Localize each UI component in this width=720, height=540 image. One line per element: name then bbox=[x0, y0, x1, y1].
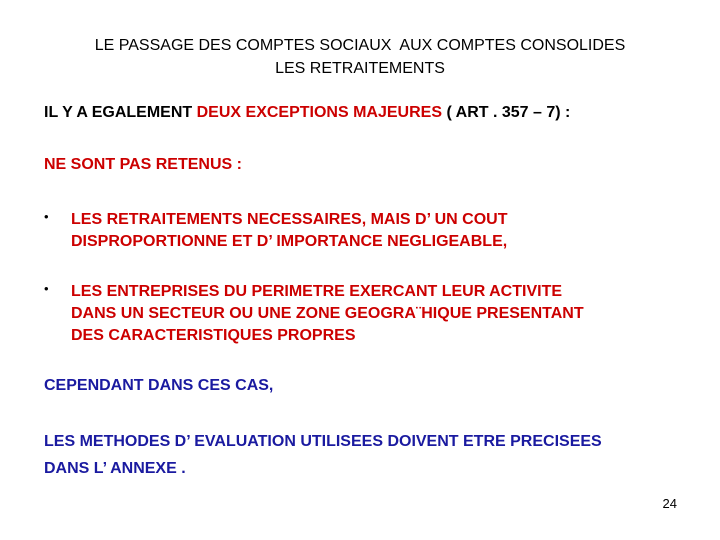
slide-title bbox=[0, 34, 720, 80]
cependant-text: CEPENDANT DANS CES CAS, bbox=[44, 377, 274, 394]
intro-line bbox=[44, 104, 570, 122]
intro-highlight: DEUX EXCEPTIONS MAJEURES bbox=[196, 104, 443, 121]
ne-sont-pas-retenus-heading: NE SONT PAS RETENUS : bbox=[44, 156, 242, 173]
bullet-line: DES CARACTERISTIQUES PROPRES bbox=[71, 327, 356, 344]
methodes-line-2: DANS L’ ANNEXE . bbox=[44, 460, 186, 477]
methodes-paragraph bbox=[44, 428, 602, 482]
bullet-line: DISPROPORTIONNE ET D’ IMPORTANCE NEGLIGEABLE, bbox=[71, 233, 508, 250]
title-line-2: LES RETRAITEMENTS bbox=[275, 60, 445, 77]
bullet-line: LES ENTREPRISES DU PERIMETRE EXERCANT LEUR ACTIVITE bbox=[71, 283, 563, 300]
intro-prefix: IL Y A EGALEMENT bbox=[44, 104, 197, 121]
bullet-text bbox=[71, 281, 584, 347]
bullet-line: LES RETRAITEMENTS NECESSAIRES, MAIS D’ UN COUT bbox=[71, 211, 508, 228]
intro-suffix: ( ART . 357 – 7) : bbox=[442, 104, 571, 121]
bullet-marker: • bbox=[44, 209, 49, 224]
bullet-text bbox=[71, 209, 507, 253]
page-number: 24 bbox=[662, 496, 677, 511]
bullet-marker: • bbox=[44, 281, 49, 296]
bullet-line: DANS UN SECTEUR OU UNE ZONE GEOGRA¨HIQUE PRESENTANT bbox=[71, 305, 584, 322]
title-line-1: LE PASSAGE DES COMPTES SOCIAUX AUX COMPTES CONSOLIDES bbox=[94, 37, 626, 54]
methodes-line-1: LES METHODES D’ EVALUATION UTILISEES DOIVENT ETRE PRECISEES bbox=[44, 433, 602, 450]
